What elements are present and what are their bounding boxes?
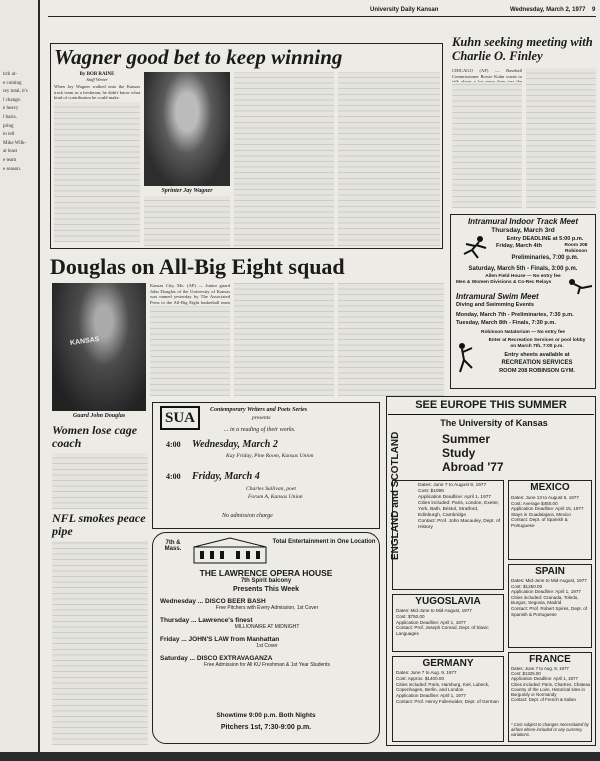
paper-name: University Daily Kansan [370,7,439,13]
page-number: 9 [592,7,596,13]
europe-summer: Summer [442,432,491,446]
program-line: Dates: Mid-June to Mid-August, 1977 [511,578,587,583]
program-line: Cities included: Granada, Toledo, Burgos, Segovia, Madrid [511,594,579,606]
opera-showtime: Showtime 9:00 p.m. Both Nights [216,712,316,719]
sua-day-2: Friday, March 4 [192,471,260,482]
wagner-byline: By BOB RAINE [79,72,115,77]
opera-night [160,617,374,630]
rec-room: ROOM 208 ROBINSON GYM. [499,368,575,374]
program-line: Cities included: Paris, Hamburg, Kiel, Lubeck, Copenhagen, Berlin, and London [396,681,490,693]
opera-night-detail: MILLIONAIRE AT MIDNIGHT [234,624,300,630]
track-entry-day: Friday, March 4th [496,243,542,249]
opera-nights-list [160,598,374,674]
program-line: Cost: $1325.00 [511,671,541,677]
rec-services: RECREATION SERVICES [501,360,573,366]
track-allen: Allen Field House — No entry fee [485,274,561,279]
douglas-lead-text: Kansas City, Mo. (AP) — Junior guard John Douglas of the University of Kansas was named yesterday by The Associated Press to the All-Big Eight basketball team [150,283,230,305]
paper-date: Wednesday, March 2, 1977 [510,7,586,13]
sua-poet-1: Kay Friday, Pine Room, Kansas Union [226,453,314,459]
wagner-caption: Sprinter Jay Wagner [161,188,213,194]
yugoslavia-title: YUGOSLAVIA [415,596,481,607]
swim-natatorium: Robinson Natatorium — No entry fee [481,330,565,335]
program-line: Cities included: Paris, Chartres, Chateau Country of the Loire, Historical sites in Burgundy or Normandy [511,681,591,698]
left-strip-fragment: to tell [3,132,15,138]
program-line: Dates: Mid-June to Mid-August, 1977 [396,608,472,613]
sua-time-1: 4:00 [166,440,181,449]
left-strip-fragment: tick at- [3,72,18,77]
program-line: Cost: $750.00 [396,613,425,619]
opera-night [160,655,374,668]
france-details [511,666,591,702]
left-strip-fragment: e heavy [3,106,19,112]
header-rule [48,16,596,17]
track-room: Room 208 [564,243,588,248]
sua-poet-2: Charles Sullivan, poet [246,486,296,492]
program-line: Dates: June 7 to August 9, 1977 [418,483,487,488]
entry-sheets: Entry sheets available at [504,352,570,358]
program-line: Cost: $1250.00 [511,583,543,589]
mexico-title: MEXICO [530,482,570,493]
previous-page-strip [0,0,38,752]
wagner-column-3 [234,72,334,246]
sua-reading: ... in a reading of their works. [224,427,296,433]
left-strip-fragment: l basis. [3,114,17,120]
opera-night [160,598,374,611]
program-line: Contact: Prof. John Macauley, Dept. of History [418,519,501,530]
kuhn-lead-text: CHICAGO (AP) — Baseball Commissioner Bowie Kuhn wants to [452,68,522,79]
left-strip-fragment: rey total, it's [3,89,28,95]
swim-tuesday: Tuesday, March 8th - Finals, 7:30 p.m. [456,320,556,326]
program-line: Contact: Prof. Henry Fullenwider, Dept. of German [396,698,499,704]
sua-day-1: Wednesday, March 2 [192,439,278,450]
track-divisions: Men & Women Divisions & Co-Rec Relays [456,280,552,285]
europe-abroad: Abroad '77 [442,460,504,474]
left-strip-fragment: pring [3,123,14,129]
sua-admission: No admission charge [222,513,273,519]
program-line: Contact: Prof. Joseph Conrad, Dept. of Slavic Languages [396,625,489,637]
opera-night-detail: Free Pitchers with Every Admission, 1st Cover [215,605,319,611]
sua-place-2: Forum A, Kansas Union [248,494,303,500]
douglas-headline: Douglas on All-Big Eight squad [50,254,345,279]
opera-pitchers: Pitchers 1st, 7:30-9:00 p.m. [220,724,312,731]
track-saturday: Saturday, March 5th - Finals, 3:00 p.m. [468,266,578,272]
swim-title: Intramural Swim Meet [456,292,539,301]
program-line: Contact: Dept. of Spanish & Portuguese [511,517,568,528]
sua-presents: presents [252,415,271,421]
yugoslavia-details [396,608,502,637]
program-line: Contact: Prof. Robert Spires, Dept. of Spanish & Portuguese [511,605,588,617]
program-line: Application Deadline: April 1, 1977 [511,589,581,595]
wagner-byline-sub: Staff Writer [86,77,108,82]
england-label: ENGLAND and SCOTLAND [390,431,401,560]
nfl-headline: NFL smokes peace pipe [52,511,146,538]
sua-title: Contemporary Writers and Poets Series [210,407,308,413]
left-strip-fragment: e team [3,157,17,163]
program-line: Dates: June 7 to Aug. 9, 1977 [511,666,569,671]
left-strip-fragment: e coming [3,80,22,86]
england-details [418,483,502,531]
opera-night [160,636,374,649]
nfl-column [52,541,148,745]
opera-sub: 7th Spirit balcony [240,578,292,584]
germany-title: GERMANY [422,658,474,669]
track-title: Intramural Indoor Track Meet [467,217,579,226]
spain-details [511,578,591,617]
program-line: Cost: Average $450.00 [511,500,558,506]
wagner-column-4 [338,72,440,246]
kuhn-headline: Kuhn seeking meeting with Charlie O. Finley [452,35,593,63]
program-line: Application Deadline: April 1, 1977 [396,693,466,699]
spain-title: SPAIN [535,566,565,577]
left-strip-fragment: Mike Wilk- [3,140,27,146]
left-strip-fragment: at least [3,149,18,155]
europe-school: The University of Kansas [440,418,548,428]
europe-footnote: * Cost subject to changes necessitated by airfare where included or any currency variations. [511,722,589,737]
program-line: Application Deadline: April 1, 1977 [396,619,466,625]
france-title: FRANCE [529,654,571,665]
women-headline: Women lose cage coach [52,423,138,450]
douglas-photo [52,283,146,411]
swim-sub: Diving and Swimming Events [456,302,535,308]
track-building: Robinson [564,249,588,254]
program-line: Dates: June 7 to Aug. 9, 1977 [396,670,457,675]
opera-night-title: Friday ... JOHN'S LAW from Manhattan [160,636,280,643]
opera-house-building-icon [190,537,270,565]
europe-banner: SEE EUROPE THIS SUMMER [415,399,567,411]
program-line: Contact: Dept. of French & Italian [511,697,576,703]
newspaper-page [40,0,600,752]
program-line: Application Deadline: April 1, 1977 [418,495,492,500]
opera-night-detail: Free Admission for All KU Freshman & 1st Year Students [204,662,330,668]
opera-night-detail: 1st Cover [256,643,278,649]
swim-monday: Monday, March 7th - Preliminaries, 7:30 p.m. [456,312,574,318]
wagner-photo [144,72,230,186]
douglas-column-1 [150,306,230,396]
left-strip-fragment: e season. [3,166,22,172]
germany-details [396,670,502,705]
runner-icon [454,234,494,260]
swim-enter: Enter at Recreation Services or pool lobby [488,338,586,343]
program-line: Cities included: Paris, London, Exeter, York, Bath, Bristol, Stratford, Edinburgh, Cambridge [418,501,500,518]
program-line: Cost: Approx. $1400.00 [396,675,445,681]
program-line: Stays in Guadalajara, Mexico [511,511,571,517]
swimmer-icon [454,338,480,378]
program-line: Application Deadline: April 1, 1977 [511,676,578,682]
europe-study: Study [442,446,476,460]
kuhn-column-2 [526,68,596,208]
wagner-headline: Wagner good bet to keep winning [54,45,343,69]
left-strip-fragment: l change. [3,97,22,103]
europe-banner-rule [388,414,594,415]
wagner-column-2b [144,196,230,246]
program-line: Dates: June 13 to August 6, 1977 [511,495,579,500]
opera-night-title: Wednesday ... DISCO BEER BASH [160,598,266,605]
sua-time-2: 4:00 [166,472,181,481]
opera-address: 7th & Mass. [164,540,182,552]
wagner-lead-text: When Jay Wagner walked onto the Kansas track team as a freshman, he didn't know what kind of contribution he could make. [54,84,140,101]
opera-tagline: Total Entertainment in One Location [272,539,376,545]
douglas-jersey: KANSAS [69,335,100,348]
douglas-column-2 [234,283,334,396]
program-line: Cost: $1095 [418,489,444,494]
opera-night-title: Saturday ... DISCO EXTRAVAGANZA [160,655,273,662]
douglas-caption: Guard John Douglas [72,413,126,419]
swim-enter-time: on March 7th, 7:00 p.m. [510,344,564,349]
women-column [52,453,148,509]
mexico-details [511,495,591,529]
track-date: Thursday, March 3rd [491,227,555,234]
track-entry: Entry DEADLINE at 5:00 p.m. [506,236,584,242]
opera-presents: Presents This Week [232,586,299,593]
douglas-column-3 [338,283,444,396]
opera-night-title: Thursday ... Lawrence's finest [160,617,253,624]
kuhn-column-1 [452,82,522,208]
program-line: Application Deadline: April 15, 1977 [511,506,584,512]
track-prelims: Preliminaries, 7:00 p.m. [511,255,579,261]
sua-logo: SUA [160,406,200,430]
wagner-column-1 [54,102,140,242]
opera-name: THE LAWRENCE OPERA HOUSE [199,568,333,578]
